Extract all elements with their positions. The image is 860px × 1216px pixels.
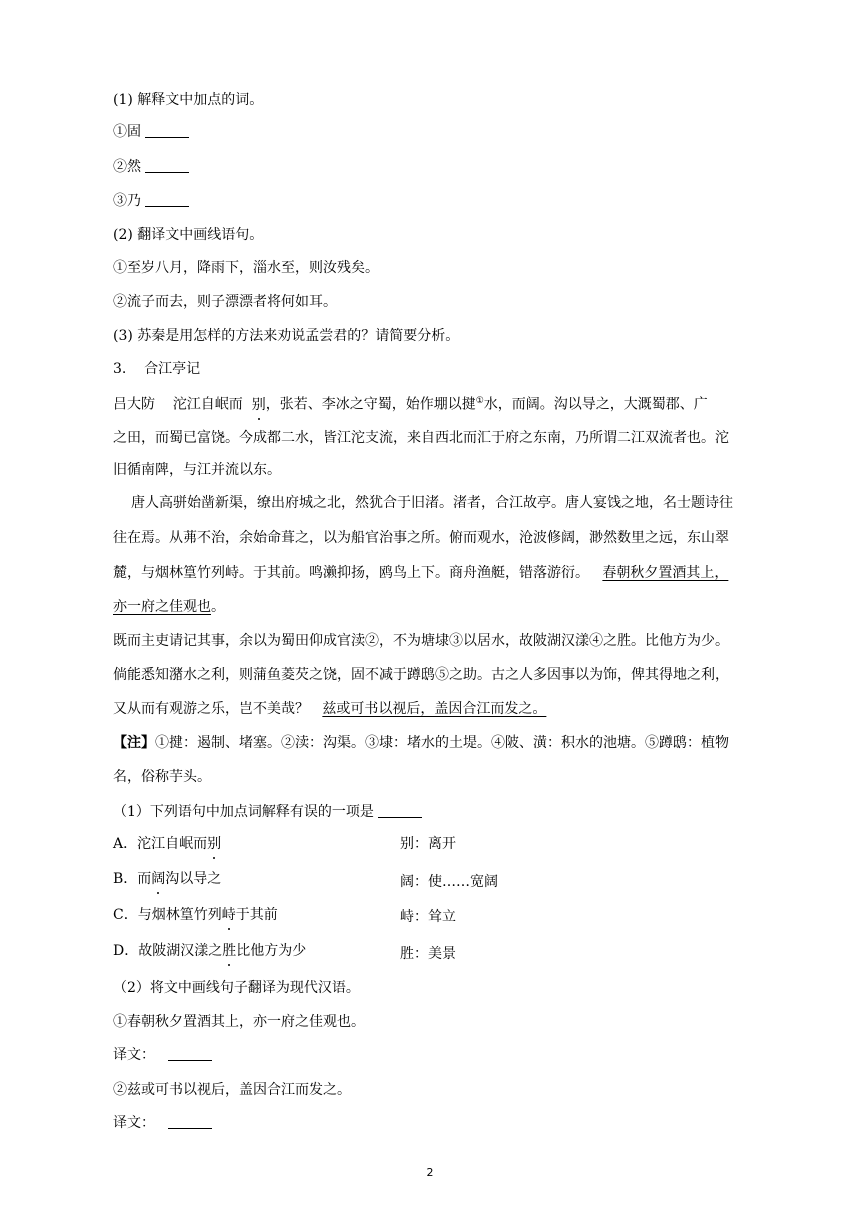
option-c: C．与烟林篁竹列峙于其前 bbox=[113, 907, 278, 923]
q3-translation1: 译文： bbox=[113, 1045, 212, 1065]
q2-word1: ①固 bbox=[113, 122, 189, 142]
option-a-gloss: 别：离开 bbox=[400, 836, 456, 852]
option-d: D．故陂湖汉漾之胜比他方为少 bbox=[113, 943, 307, 959]
option-b-gloss: 阔：使……宽阔 bbox=[400, 874, 498, 890]
q3-p3-line2: 倘能悉知潴水之利，则蒲鱼菱芡之饶，固不减于蹲鸱⑤之助。古之人多因事以为饰，俾其得地之利， bbox=[113, 667, 729, 683]
q2-sentence1: ①至岁八月，降雨下，淄水至，则汝残矣。 bbox=[113, 260, 379, 276]
q3-p2-line4: 亦一府之佳观也。 bbox=[113, 599, 225, 615]
option-c-gloss: 峙：耸立 bbox=[400, 909, 456, 925]
page-number: 2 bbox=[426, 1166, 434, 1179]
q3-sub2: （2）将文中画线句子翻译为现代汉语。 bbox=[113, 980, 360, 996]
option-d-gloss: 胜：美景 bbox=[400, 946, 456, 962]
q3-p1-line3: 旧循南陴，与江并流以东。 bbox=[113, 462, 281, 478]
q2-part2: (2) 翻译文中画线语句。 bbox=[113, 227, 264, 243]
q3-translation2: 译文： bbox=[113, 1113, 212, 1133]
answer-blank[interactable] bbox=[145, 158, 189, 173]
q3-p1-line1: 吕大防 沱江自岷而 别，张若、李冰之守蜀，始作堋以揵①水，而阔。沟以导之，大溉蜀郡、广 bbox=[113, 396, 708, 413]
q2-word3: ③乃 bbox=[113, 191, 189, 211]
q3-note-line1: 【注】①揵：遏制、堵塞。②渎：沟渠。③埭：堵水的土堤。④陂、潢：积水的池塘。⑤蹲鸱：植物 bbox=[113, 735, 729, 751]
answer-blank[interactable] bbox=[145, 123, 189, 138]
option-a: A．沱江自岷而别 bbox=[113, 836, 222, 852]
q2-word2: ②然 bbox=[113, 157, 189, 177]
answer-blank[interactable] bbox=[168, 1046, 212, 1061]
q3-p3-line3: 又从而有观游之乐，岂不美哉？ 兹或可书以视后，盖因合江而发之。 bbox=[113, 701, 547, 717]
q3-heading: 3. 合江亭记 bbox=[113, 361, 201, 377]
q3-p2-line3: 麓，与烟林篁竹列峙。于其前。鸣濑抑扬，鸥鸟上下。商舟渔艇，错落游衍。 春朝秋夕置酒其上， bbox=[113, 565, 729, 581]
q2-sentence2: ②流子而去，则子漂漂者将何如耳。 bbox=[113, 294, 337, 310]
q3-translate1: ①春朝秋夕置酒其上，亦一府之佳观也。 bbox=[113, 1014, 365, 1030]
q3-note-line2: 名，俗称芋头。 bbox=[113, 769, 211, 785]
q2-part1: (1) 解释文中加点的词。 bbox=[113, 92, 264, 108]
q3-p1-line2: 之田，而蜀已富饶。今成都二水，皆江沱支流，来自西北而汇于府之东南，乃所谓二江双流者也。沱 bbox=[113, 430, 729, 446]
q3-p2-line2: 往在焉。从茀不治，余始命葺之，以为船官治事之所。俯而观水，沧波修阔，渺然数里之远，东山翠 bbox=[113, 530, 729, 546]
q3-p3-line1: 既而主吏请记其事，余以为蜀田仰成官渎②，不为塘埭③以居水，故陂湖汉漾④之胜。比他方为少。 bbox=[113, 633, 729, 649]
option-b: B．而阔沟以导之 bbox=[113, 871, 222, 887]
q3-sub1: （1）下列语句中加点词解释有误的一项是 bbox=[113, 802, 422, 822]
q3-translate2: ②兹或可书以视后，盖因合江而发之。 bbox=[113, 1082, 351, 1098]
answer-blank[interactable] bbox=[168, 1114, 212, 1129]
answer-blank[interactable] bbox=[145, 192, 189, 207]
q3-p2-line1: 唐人高骈始凿新渠，缭出府城之北，然犹合于旧渚。渚者，合江故亭。唐人宴饯之地，名士题诗往 bbox=[131, 495, 733, 511]
q2-part3: (3) 苏秦是用怎样的方法来劝说孟尝君的？请简要分析。 bbox=[113, 328, 460, 344]
answer-blank[interactable] bbox=[378, 803, 422, 818]
